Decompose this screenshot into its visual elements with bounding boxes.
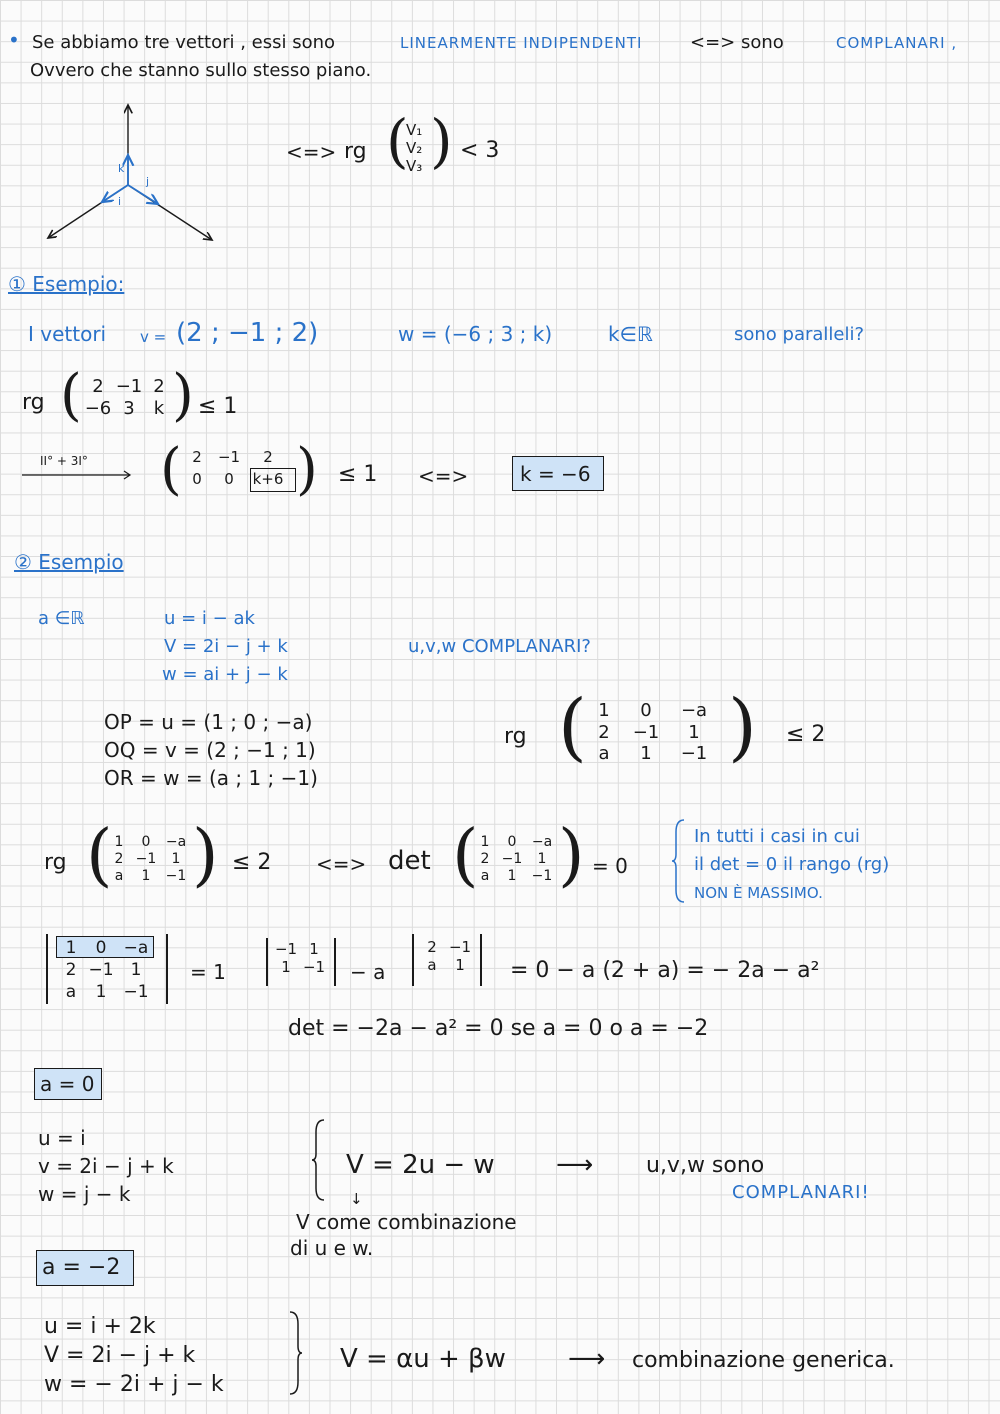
example2-det-matrix bbox=[472, 834, 558, 884]
example2-rg-big: rg bbox=[504, 724, 527, 749]
m5-cell: a bbox=[480, 867, 490, 884]
minor2-cell: 2 bbox=[427, 938, 437, 956]
m6-cell: 2 bbox=[65, 960, 77, 981]
example1-v-label: v = bbox=[140, 328, 167, 346]
case1-note1: V come combinazione bbox=[296, 1210, 517, 1234]
note-line2: il det = 0 il rango (rg) bbox=[694, 854, 890, 875]
example2-rel-big: ≤ 2 bbox=[786, 722, 826, 747]
m3-cell: a bbox=[598, 743, 610, 765]
rank-right-paren: ) bbox=[430, 107, 453, 175]
minor2-cell: a bbox=[427, 956, 437, 974]
example1-operation-arrow bbox=[22, 470, 134, 480]
example1-iff: <=> bbox=[418, 464, 469, 488]
note-line3: NON È MASSIMO. bbox=[694, 884, 823, 902]
det-solutions-line: det = −2a − a² = 0 se a = 0 o a = −2 bbox=[288, 1016, 709, 1041]
m6-cell: a bbox=[65, 982, 77, 1003]
intro-linearmente-indipendenti: LINEARMENTE INDIPENDENTI bbox=[400, 34, 643, 52]
m6-cell: 1 bbox=[130, 960, 142, 981]
m4-cell: −1 bbox=[165, 867, 187, 884]
case1-relation: V = 2u − w bbox=[346, 1150, 495, 1180]
det-matrix-left-paren: ( bbox=[452, 816, 479, 895]
bullet: • bbox=[8, 28, 20, 52]
m5-cell: 1 bbox=[537, 850, 547, 867]
rank-rg: rg bbox=[344, 139, 367, 164]
vector-axes-diagram bbox=[40, 100, 240, 250]
example2-op: OP = u = (1 ; 0 ; −a) bbox=[104, 710, 313, 734]
m1-cell: 2 bbox=[92, 376, 104, 397]
example2-a-set: a ∈ℝ bbox=[38, 608, 85, 629]
m2-cell: k+6 bbox=[252, 470, 284, 488]
example1-matrix1-right-paren: ) bbox=[172, 363, 194, 428]
example2-matrix-right-paren: ) bbox=[728, 684, 757, 770]
example1-matrix2-right-paren: ) bbox=[296, 437, 318, 502]
case1-brace bbox=[312, 1118, 328, 1202]
case1-note2: di u e w. bbox=[290, 1236, 374, 1260]
case2-relation: V = αu + βw bbox=[340, 1344, 506, 1374]
m4-cell: 2 bbox=[114, 850, 124, 867]
example1-result: k = −6 bbox=[520, 462, 591, 486]
small-matrix-left-paren: ( bbox=[86, 816, 113, 895]
m3-cell: 1 bbox=[598, 700, 610, 721]
rank-row-v2: V₂ bbox=[406, 139, 423, 157]
case1-conclusion: u,v,w sono bbox=[646, 1153, 765, 1178]
minor2-matrix bbox=[418, 938, 474, 974]
example1-k-set: k∈ℝ bbox=[608, 322, 653, 346]
minor2-cell: −1 bbox=[448, 938, 472, 956]
example1-matrix1-left-paren: ( bbox=[60, 363, 82, 428]
minor1-right-bar bbox=[334, 938, 336, 986]
m6-cell: −a bbox=[123, 938, 149, 958]
case1-w: w = j − k bbox=[38, 1182, 131, 1206]
m1-cell: 2 bbox=[153, 376, 165, 397]
example1-v-value: (2 ; −1 ; 2) bbox=[176, 318, 319, 348]
det-right-bar bbox=[166, 934, 168, 1004]
m6-cell: 1 bbox=[95, 982, 107, 1003]
example1-question-start: I vettori bbox=[28, 322, 107, 346]
example2-matrix-small bbox=[106, 834, 192, 884]
rank-left-paren: ( bbox=[386, 107, 409, 175]
m5-cell: 1 bbox=[507, 867, 517, 884]
intro-line1-text: Se abbiamo tre vettori , essi sono bbox=[32, 32, 336, 53]
minor1-matrix bbox=[272, 940, 328, 976]
minor2-cell: 1 bbox=[455, 956, 465, 974]
m5-cell: 1 bbox=[480, 834, 490, 850]
rank-row-v1: V₁ bbox=[406, 121, 423, 139]
m3-cell: −a bbox=[680, 700, 708, 721]
m6-cell: 1 bbox=[65, 938, 77, 958]
example2-oq: OQ = v = (2 ; −1 ; 1) bbox=[104, 738, 316, 762]
case2-arrow: ⟶ bbox=[568, 1344, 606, 1374]
note-brace bbox=[672, 818, 686, 904]
m5-cell: 0 bbox=[507, 834, 517, 850]
example2-matrix-large bbox=[584, 700, 720, 765]
expansion-result: = 0 − a (2 + a) = − 2a − a² bbox=[510, 958, 820, 983]
example1-k-plus-6-box bbox=[250, 468, 296, 492]
example2-w-def: w = ai + j − k bbox=[162, 664, 288, 685]
case2-w: w = − 2i + j − k bbox=[44, 1372, 224, 1397]
m1-cell: k bbox=[153, 397, 165, 419]
m3-cell: 1 bbox=[640, 743, 652, 765]
m1-cell: −6 bbox=[84, 397, 112, 419]
m5-cell: −1 bbox=[501, 850, 523, 867]
example1-question-end: sono paralleli? bbox=[734, 324, 865, 345]
example1-matrix2-left-paren: ( bbox=[160, 437, 182, 502]
example1-w-value: w = (−6 ; 3 ; k) bbox=[398, 322, 553, 346]
example1-rel2: ≤ 1 bbox=[338, 462, 378, 487]
m2-cell: 0 bbox=[224, 470, 234, 488]
rank-iff: <=> bbox=[286, 140, 337, 164]
example2-title: ② Esempio bbox=[14, 550, 124, 574]
m4-cell: −1 bbox=[135, 850, 157, 867]
example2-rg-small: rg bbox=[44, 850, 67, 875]
example2-question: u,v,w COMPLANARI? bbox=[408, 636, 591, 657]
case1-label: a = 0 bbox=[40, 1072, 95, 1096]
minor1-cell: −1 bbox=[302, 958, 326, 976]
minor1-cell: −1 bbox=[274, 940, 298, 958]
note-line1: In tutti i casi in cui bbox=[694, 826, 860, 847]
case1-arrow: ⟶ bbox=[556, 1150, 594, 1180]
rank-less-than-3: < 3 bbox=[460, 138, 500, 163]
expansion-minus-a: − a bbox=[350, 960, 386, 984]
m1-cell: −1 bbox=[115, 376, 143, 397]
m2-cell: 2 bbox=[192, 448, 202, 466]
example2-iff: <=> bbox=[316, 852, 367, 876]
m5-cell: −a bbox=[531, 834, 553, 850]
m4-cell: 1 bbox=[141, 867, 151, 884]
example1-rg: rg bbox=[22, 390, 45, 415]
m2-cell: 0 bbox=[192, 470, 202, 488]
m2-cell: −1 bbox=[217, 448, 241, 466]
rank-row-v3: V₃ bbox=[406, 157, 423, 175]
minor2-right-bar bbox=[480, 934, 482, 986]
minor1-left-bar bbox=[266, 938, 268, 986]
m6-cell: −1 bbox=[88, 960, 114, 981]
minor1-cell: 1 bbox=[281, 958, 291, 976]
small-matrix-right-paren: ) bbox=[192, 816, 219, 895]
rank-vector-column bbox=[406, 121, 422, 175]
example2-v-def: V = 2i − j + k bbox=[164, 636, 288, 657]
intro-line2-text: Ovvero che stanno sullo stesso piano. bbox=[30, 60, 372, 81]
det-left-bar bbox=[46, 934, 48, 1004]
axis-k-label: k bbox=[118, 162, 125, 175]
m4-cell: 1 bbox=[171, 850, 181, 867]
case2-label: a = −2 bbox=[42, 1255, 121, 1280]
m3-cell: 2 bbox=[598, 721, 610, 743]
m3-cell: 1 bbox=[688, 721, 700, 743]
case2-conclusion: combinazione generica. bbox=[632, 1348, 895, 1373]
example2-matrix-left-paren: ( bbox=[558, 684, 587, 770]
example2-det-expansion-matrix bbox=[56, 937, 156, 1003]
m4-cell: a bbox=[114, 867, 124, 884]
axis-j-label: j bbox=[146, 175, 150, 188]
case1-down-arrow: ↓ bbox=[350, 1190, 363, 1208]
intro-complanari: COMPLANARI , bbox=[836, 34, 958, 52]
m6-cell: 0 bbox=[95, 938, 107, 958]
m4-cell: 1 bbox=[114, 834, 124, 850]
example2-u-def: u = i − ak bbox=[164, 608, 255, 629]
m5-cell: 2 bbox=[480, 850, 490, 867]
minor1-cell: 1 bbox=[309, 940, 319, 958]
det-matrix-right-paren: ) bbox=[558, 816, 585, 895]
example2-det-label: det bbox=[388, 846, 431, 876]
expansion-equals-one: = 1 bbox=[190, 960, 226, 984]
m4-cell: 0 bbox=[141, 834, 151, 850]
case1-u: u = i bbox=[38, 1126, 86, 1150]
intro-iff-sono: <=> sono bbox=[690, 32, 784, 53]
m2-cell: 2 bbox=[263, 448, 273, 466]
case1-complanari: COMPLANARI! bbox=[732, 1182, 870, 1203]
case2-v: V = 2i − j + k bbox=[44, 1343, 196, 1368]
example1-title: ① Esempio: bbox=[8, 272, 125, 296]
example2-equals-zero: = 0 bbox=[592, 854, 628, 878]
example2-rel-small: ≤ 2 bbox=[232, 850, 272, 875]
m6-cell: −1 bbox=[123, 982, 149, 1003]
case1-v: v = 2i − j + k bbox=[38, 1154, 174, 1178]
m5-cell: −1 bbox=[531, 867, 553, 884]
minor2-left-bar bbox=[412, 934, 414, 986]
m3-cell: 0 bbox=[640, 700, 652, 721]
m4-cell: −a bbox=[165, 834, 187, 850]
example1-row-operation: II° + 3I° bbox=[40, 454, 88, 468]
example1-rel1: ≤ 1 bbox=[198, 394, 238, 419]
m3-cell: −1 bbox=[632, 721, 660, 743]
m3-cell: −1 bbox=[680, 743, 708, 765]
case2-brace bbox=[288, 1310, 304, 1396]
example2-or: OR = w = (a ; 1 ; −1) bbox=[104, 766, 318, 790]
axis-i-label: i bbox=[118, 195, 122, 208]
example1-matrix1 bbox=[82, 376, 174, 419]
m1-cell: 3 bbox=[123, 397, 135, 419]
case2-u: u = i + 2k bbox=[44, 1314, 156, 1339]
